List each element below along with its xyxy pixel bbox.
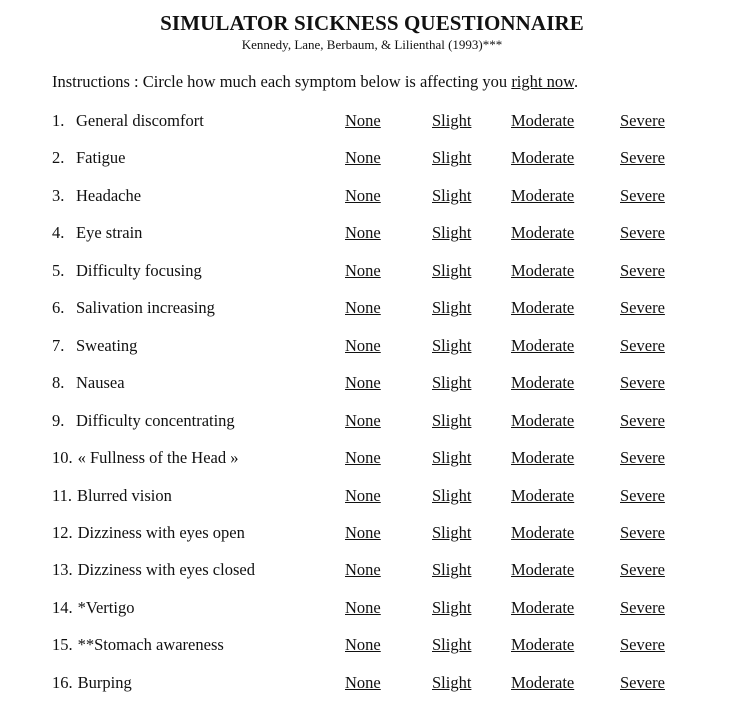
- option-severe[interactable]: Severe: [620, 148, 665, 168]
- option-moderate[interactable]: Moderate: [511, 523, 575, 542]
- option-severe[interactable]: Severe: [620, 672, 665, 692]
- symptom-number: 5.: [52, 260, 65, 280]
- option-slight[interactable]: Slight: [432, 485, 472, 505]
- option-slight[interactable]: Slight: [432, 410, 472, 430]
- symptom-row: [0, 598, 744, 622]
- symptom-label: Nausea: [76, 373, 125, 393]
- option-none[interactable]: None: [345, 672, 381, 692]
- instructions-suffix: .: [573, 72, 579, 91]
- option-slight[interactable]: Slight: [432, 635, 472, 655]
- symptom-row: [0, 261, 744, 285]
- option-moderate[interactable]: Moderate: [511, 560, 575, 580]
- option-moderate[interactable]: Moderate: [511, 298, 575, 318]
- option-slight[interactable]: Slight: [432, 260, 472, 280]
- option-moderate[interactable]: Moderate: [511, 597, 575, 617]
- option-severe[interactable]: Severe: [620, 111, 665, 130]
- symptom-number: 12.: [52, 523, 73, 542]
- symptom-number: 3.: [52, 185, 65, 205]
- symptom-label: Difficulty focusing: [76, 260, 202, 280]
- symptom-row: [0, 111, 744, 135]
- symptom-label: Salivation increasing: [76, 298, 215, 318]
- instructions-emphasis: right now: [511, 72, 574, 91]
- symptom-row: [0, 560, 744, 584]
- instructions: [52, 72, 578, 92]
- symptom-row: [0, 336, 744, 360]
- symptom-number: 9.: [52, 410, 65, 430]
- option-severe[interactable]: Severe: [620, 298, 665, 318]
- symptom-row: [0, 486, 744, 510]
- symptom-row: [0, 523, 744, 547]
- symptom-label: *Vertigo: [77, 597, 135, 617]
- option-moderate[interactable]: Moderate: [511, 635, 575, 655]
- symptom-label: Burping: [77, 672, 132, 692]
- symptom-number: 4.: [52, 223, 65, 243]
- symptom-label: Sweating: [76, 335, 138, 355]
- symptom-number: 1.: [52, 111, 65, 130]
- option-slight[interactable]: Slight: [432, 185, 472, 205]
- option-none[interactable]: None: [345, 597, 381, 617]
- symptom-number: 6.: [52, 298, 65, 318]
- option-severe[interactable]: Severe: [620, 185, 665, 205]
- option-slight[interactable]: Slight: [432, 373, 472, 393]
- questionnaire-citation: Kennedy, Lane, Berbaum, & Lilienthal (1993)***: [241, 37, 503, 52]
- symptom-number: 11.: [52, 485, 73, 505]
- symptom-number: 10.: [52, 448, 73, 468]
- option-none[interactable]: None: [345, 298, 381, 318]
- option-severe[interactable]: Severe: [620, 485, 665, 505]
- symptom-label: « Fullness of the Head »: [77, 448, 239, 468]
- option-severe[interactable]: Severe: [620, 373, 665, 393]
- option-none[interactable]: None: [345, 185, 381, 205]
- option-none[interactable]: None: [345, 560, 381, 580]
- symptom-label: Fatigue: [76, 148, 126, 168]
- questionnaire-title: SIMULATOR SICKNESS QUESTIONNAIRE: [160, 11, 584, 35]
- option-slight[interactable]: Slight: [432, 597, 472, 617]
- symptom-row: [0, 673, 744, 697]
- symptom-row: [0, 223, 744, 247]
- option-severe[interactable]: Severe: [620, 560, 665, 580]
- option-none[interactable]: None: [345, 223, 381, 243]
- option-severe[interactable]: Severe: [620, 410, 665, 430]
- option-slight[interactable]: Slight: [432, 223, 472, 243]
- option-severe[interactable]: Severe: [620, 335, 665, 355]
- symptom-label: Headache: [76, 185, 142, 205]
- option-moderate[interactable]: Moderate: [511, 185, 575, 205]
- symptom-number: 7.: [52, 335, 65, 355]
- symptom-row: [0, 298, 744, 322]
- option-none[interactable]: None: [345, 373, 381, 393]
- option-slight[interactable]: Slight: [432, 448, 472, 468]
- option-none[interactable]: None: [345, 485, 381, 505]
- symptom-number: 13.: [52, 560, 73, 580]
- option-none[interactable]: None: [345, 523, 381, 542]
- symptom-label: **Stomach awareness: [77, 635, 224, 655]
- option-severe[interactable]: Severe: [620, 223, 665, 243]
- option-none[interactable]: None: [345, 148, 381, 168]
- symptom-number: 14.: [52, 597, 73, 617]
- option-none[interactable]: None: [345, 635, 381, 655]
- option-severe[interactable]: Severe: [620, 597, 665, 617]
- symptom-row: [0, 411, 744, 435]
- option-none[interactable]: None: [345, 410, 381, 430]
- option-slight[interactable]: Slight: [432, 148, 472, 168]
- symptom-label: Dizziness with eyes closed: [77, 560, 255, 580]
- symptom-row: [0, 448, 744, 472]
- symptom-number: 2.: [52, 148, 65, 168]
- option-moderate[interactable]: Moderate: [511, 485, 575, 505]
- option-moderate[interactable]: Moderate: [511, 448, 575, 468]
- instructions-text: Instructions : Circle how much each symptom below is affecting you: [52, 72, 512, 91]
- option-severe[interactable]: Severe: [620, 635, 665, 655]
- option-moderate[interactable]: Moderate: [511, 111, 575, 130]
- symptom-number: 16.: [52, 672, 73, 692]
- option-moderate[interactable]: Moderate: [511, 672, 575, 692]
- symptom-row: [0, 186, 744, 210]
- symptom-number: 15.: [52, 635, 73, 655]
- option-slight[interactable]: Slight: [432, 335, 472, 355]
- option-none[interactable]: None: [345, 260, 381, 280]
- option-severe[interactable]: Severe: [620, 260, 665, 280]
- symptom-number: 8.: [52, 373, 65, 393]
- option-moderate[interactable]: Moderate: [511, 260, 575, 280]
- symptom-label: General discomfort: [76, 111, 204, 130]
- option-none[interactable]: None: [345, 448, 381, 468]
- option-severe[interactable]: Severe: [620, 523, 665, 542]
- option-slight[interactable]: Slight: [432, 672, 472, 692]
- symptom-row: [0, 373, 744, 397]
- symptom-label: Difficulty concentrating: [76, 410, 235, 430]
- option-moderate[interactable]: Moderate: [511, 223, 575, 243]
- option-slight[interactable]: Slight: [432, 111, 472, 130]
- symptom-row: [0, 148, 744, 172]
- option-severe[interactable]: Severe: [620, 448, 665, 468]
- symptom-label: Dizziness with eyes open: [77, 523, 245, 542]
- option-slight[interactable]: Slight: [432, 523, 472, 542]
- symptom-row: [0, 635, 744, 659]
- option-moderate[interactable]: Moderate: [511, 410, 575, 430]
- option-slight[interactable]: Slight: [432, 560, 472, 580]
- symptom-label: Eye strain: [76, 223, 143, 243]
- option-moderate[interactable]: Moderate: [511, 148, 575, 168]
- option-none[interactable]: None: [345, 335, 381, 355]
- option-moderate[interactable]: Moderate: [511, 373, 575, 393]
- option-moderate[interactable]: Moderate: [511, 335, 575, 355]
- symptom-label: Blurred vision: [77, 485, 172, 505]
- option-none[interactable]: None: [345, 111, 381, 130]
- option-slight[interactable]: Slight: [432, 298, 472, 318]
